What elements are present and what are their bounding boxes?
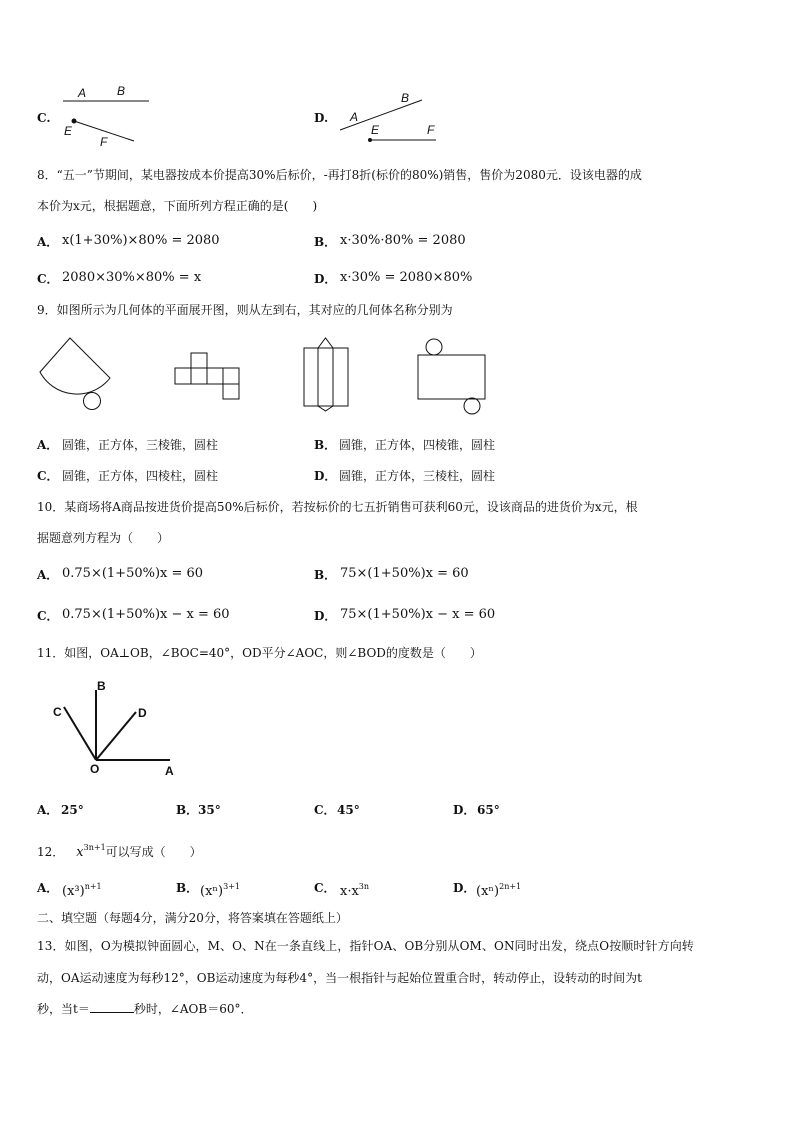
q7-option-d-figure (330, 80, 440, 150)
q8-option-d-label: D． (314, 272, 337, 286)
q12-suffix: 可以写成（ ） (105, 845, 202, 859)
q12-option-c-base: x·x (340, 884, 359, 899)
q9-net-cube (174, 352, 244, 402)
q11-text: 11．如图，OA⊥OB，∠BOC=40°，OD平分∠AOC，则∠BOD的度数是（ ） (37, 646, 482, 660)
q12-base: x (76, 845, 84, 860)
q11-option-c-label: C． (314, 803, 336, 817)
q10-option-c-text: 0.75×(1+50%)x − x = 60 (62, 607, 230, 622)
q8-option-c-text: 2080×30%×80% = x (62, 270, 202, 285)
q9-option-b-label: B． (314, 438, 337, 452)
q8-option-d-text: x·30% = 2080×80% (340, 270, 473, 285)
q9-option-b-text: 圆锥，正方体，四棱锥，圆柱 (339, 438, 496, 452)
q12-option-c-label: C． (314, 881, 336, 895)
q9-option-d-text: 圆锥，正方体，三棱柱，圆柱 (339, 469, 496, 483)
q10-option-c-label: C． (37, 609, 59, 623)
q11-label-d: D (138, 706, 147, 720)
q13-text-line3-start: 秒，当t＝ (37, 1002, 90, 1016)
q8-option-b-label: B． (314, 235, 337, 249)
q11-label-o: O (90, 762, 100, 776)
q8-option-b-text: x·30%·80% = 2080 (340, 233, 466, 248)
q11-label-c: C (53, 705, 62, 719)
q12-option-b-label: B． (176, 881, 199, 895)
q7c-label-a: A (78, 86, 87, 100)
q12-option-c-exp: 3n (358, 882, 370, 891)
q7-option-c-label: C. (37, 111, 51, 125)
q12-option-b (200, 879, 240, 900)
q9-text: 9．如图所示为几何体的平面展开图，则从左到右，其对应的几何体名称分别为 (37, 303, 453, 317)
q10-option-d-label: D． (314, 609, 337, 623)
q12-option-a-label: A． (37, 881, 59, 895)
q8-option-a-text: x(1+30%)×80% = 2080 (62, 233, 220, 248)
q10-option-d-text: 75×(1+50%)x − x = 60 (340, 607, 496, 622)
q9-net-cylinder (417, 338, 489, 416)
q12-option-a-exp: n+1 (84, 882, 102, 891)
q7d-label-a: A (350, 110, 359, 124)
q9-option-c-text: 圆锥，正方体，四棱柱，圆柱 (62, 469, 219, 483)
q12-number: 12． (37, 845, 65, 859)
q13-text-line3 (37, 1001, 252, 1017)
q9-net-prism (303, 337, 353, 412)
q10-option-a-label: A． (37, 568, 59, 582)
q12-option-c (340, 879, 369, 900)
q11-option-a-text: 25° (61, 803, 84, 817)
q9-option-d-label: D． (314, 469, 337, 483)
q11-option-c-text: 45° (337, 803, 360, 817)
q12-option-d-base: (xⁿ) (476, 884, 500, 899)
q9-option-a-text: 圆锥，正方体，三棱锥，圆柱 (62, 438, 219, 452)
q11-label-a: A (165, 764, 174, 778)
q7d-label-b: B (401, 91, 410, 105)
q10-text-line1: 10．某商场将A商品按进货价提高50%后标价，若按标价的七五折销售可获利60元，设该商品的进货价为x元，根 (37, 500, 638, 514)
section-2-title: 二、填空题（每题4分，满分20分，将答案填在答题纸上） (37, 911, 348, 925)
q11-option-b-text: 35° (198, 803, 221, 817)
q8-text-line1: 8．“五一”节期间，某电器按成本价提高30%后标价，-再打8折(标价的80%)销售，售价为2080元．设该电器的成 (37, 168, 642, 182)
q13-text-line2: 动，OA运动速度为每秒12°，OB运动速度为每秒4°，当一根指针与起始位置重合时，转动停止，设转动的时间为t (37, 971, 642, 985)
q10-option-b-text: 75×(1+50%)x = 60 (340, 566, 469, 581)
q7c-label-f: F (100, 135, 108, 149)
q12-option-d-label: D． (453, 881, 476, 895)
q7d-label-f: F (427, 123, 435, 137)
q12-exponent: 3n+1 (83, 843, 106, 852)
q8-option-c-label: C． (37, 272, 59, 286)
q13-text-line1: 13．如图，O为模拟钟面圆心，M、O、N在一条直线上，指针OA、OB分别从OM、ON同时出发，绕点O按顺时针方向转 (37, 939, 694, 953)
q10-text-line2: 据题意列方程为（ ） (37, 531, 170, 545)
q10-option-b-label: B． (314, 568, 337, 582)
q11-angle-figure (60, 685, 180, 765)
q7c-label-e: E (64, 124, 73, 138)
q11-option-a-label: A． (37, 803, 59, 817)
q7c-label-b: B (117, 84, 126, 98)
q7-option-d-label: D. (314, 111, 329, 125)
q11-option-d-label: D． (453, 803, 476, 817)
q13-text-line3-end: 秒时，∠AOB＝60°． (133, 1002, 253, 1016)
q12-option-b-base: (xⁿ) (200, 884, 224, 899)
q11-option-b-label: B． (176, 803, 199, 817)
q8-text-line2: 本价为x元，根据题意，下面所列方程正确的是( ) (37, 199, 318, 213)
q8-option-a-label: A． (37, 235, 59, 249)
q11-option-d-text: 65° (477, 803, 500, 817)
answer-blank[interactable] (90, 1001, 134, 1013)
q10-option-a-text: 0.75×(1+50%)x = 60 (62, 566, 204, 581)
q7d-label-e: E (371, 123, 380, 137)
q12-option-d (476, 879, 521, 900)
q9-net-cone (38, 336, 118, 416)
q12-option-a (62, 879, 102, 900)
q9-option-a-label: A． (37, 438, 59, 452)
q12-option-d-exp: 2n+1 (499, 882, 522, 891)
q12-option-a-base: (x³) (62, 884, 85, 899)
q12-stem (37, 840, 202, 861)
q9-option-c-label: C． (37, 469, 59, 483)
q12-option-b-exp: 3+1 (223, 882, 240, 891)
q11-label-b: B (97, 679, 106, 693)
